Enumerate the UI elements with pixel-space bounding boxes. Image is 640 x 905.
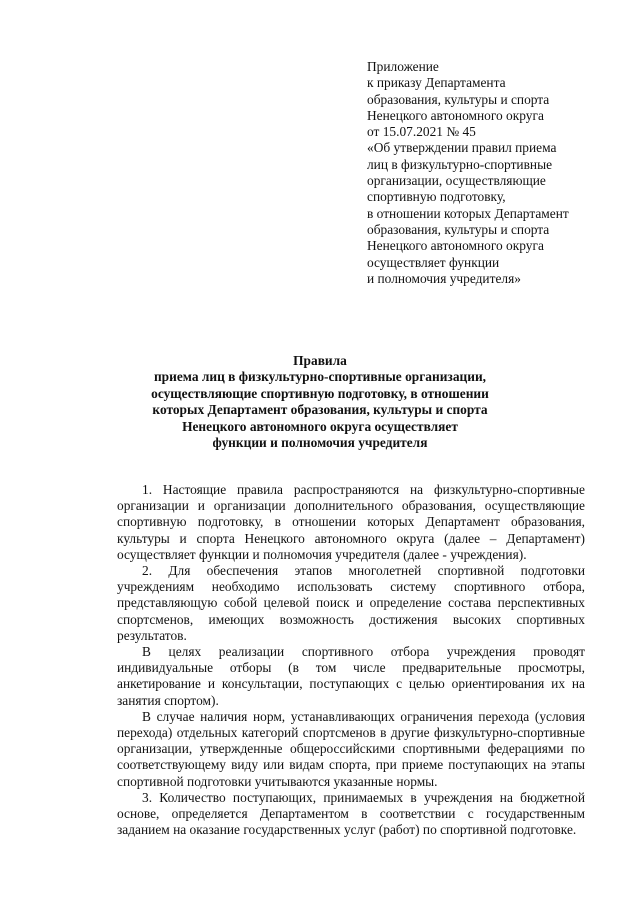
- appendix-line: Ненецкого автономного округа: [367, 107, 544, 123]
- appendix-line: образования, культуры и спорта: [367, 91, 550, 107]
- title-line: которых Департамент образования, культуры и спорта: [152, 402, 488, 418]
- title-line: Ненецкого автономного округа осуществляет: [182, 418, 458, 434]
- title-line: приема лиц в физкультурно-спортивные организации,: [153, 369, 487, 385]
- paragraph: В случае наличия норм, устанавливающих ограничения перехода (условия перехода) отдельных категорий спортсменов в другие физкультурно-спортивные организации, утвержденные общероссийскими спортивными федерациями по соответствующему виду или видам спорта, при приеме поступающих на этапы спортивной подготовки учитываются указанные нормы.: [117, 708, 585, 789]
- paragraph: 2. Для обеспечения этапов многолетней спортивной подготовки учреждениям необходимо использовать систему спортивного отбора, представляющую собой целевой поиск и определение состава перспективных спортсменов, имеющих возможность достижения высоких спортивных результатов.: [117, 563, 585, 643]
- document-title: [110, 353, 530, 451]
- paragraph: 1. Настоящие правила распространяются на физкультурно-спортивные организации и организации дополнительного образования, осуществляющие спортивную подготовку, в отношении которых Департамент образования, культуры и спорта Ненецкого автономного округа (далее – Департамент) осуществляет функции и полномочия учредителя (далее - учреждения).: [117, 482, 585, 562]
- appendix-line: лиц в физкультурно-спортивные: [367, 156, 553, 172]
- appendix-line: Ненецкого автономного округа: [367, 238, 544, 254]
- appendix-line: спортивную подготовку,: [367, 189, 506, 205]
- appendix-line: и полномочия учредителя»: [367, 270, 521, 286]
- appendix-line: «Об утверждении правил приема: [367, 140, 557, 156]
- paragraph: 3. Количество поступающих, принимаемых в учреждения на бюджетной основе, определяется Департаментом в соответствии с государственным заданием на оказание государственных услуг (работ) по спортивной подготовке.: [117, 789, 585, 838]
- appendix-line: от 15.07.2021 № 45: [367, 124, 476, 140]
- appendix-line: в отношении которых Департамент: [367, 205, 569, 221]
- appendix-line: организации, осуществляющие: [367, 173, 546, 189]
- paragraph: В целях реализации спортивного отбора учреждения проводят индивидуальные отборы (в том числе предварительные просмотры, анкетирование и консультации, поступающих с целью ориентирования их на занятия спортом).: [117, 644, 585, 708]
- title-line: Правила: [293, 353, 347, 368]
- appendix-line: Приложение: [367, 59, 439, 74]
- appendix-line: образования, культуры и спорта: [367, 221, 550, 237]
- appendix-line: осуществляет функции: [367, 254, 500, 270]
- title-line: функции и полномочия учредителя: [212, 435, 428, 451]
- document-body: [117, 482, 585, 838]
- title-line: осуществляющие спортивную подготовку, в отношении: [151, 385, 489, 401]
- appendix-line: к приказу Департамента: [367, 75, 506, 91]
- appendix-header: [367, 59, 617, 287]
